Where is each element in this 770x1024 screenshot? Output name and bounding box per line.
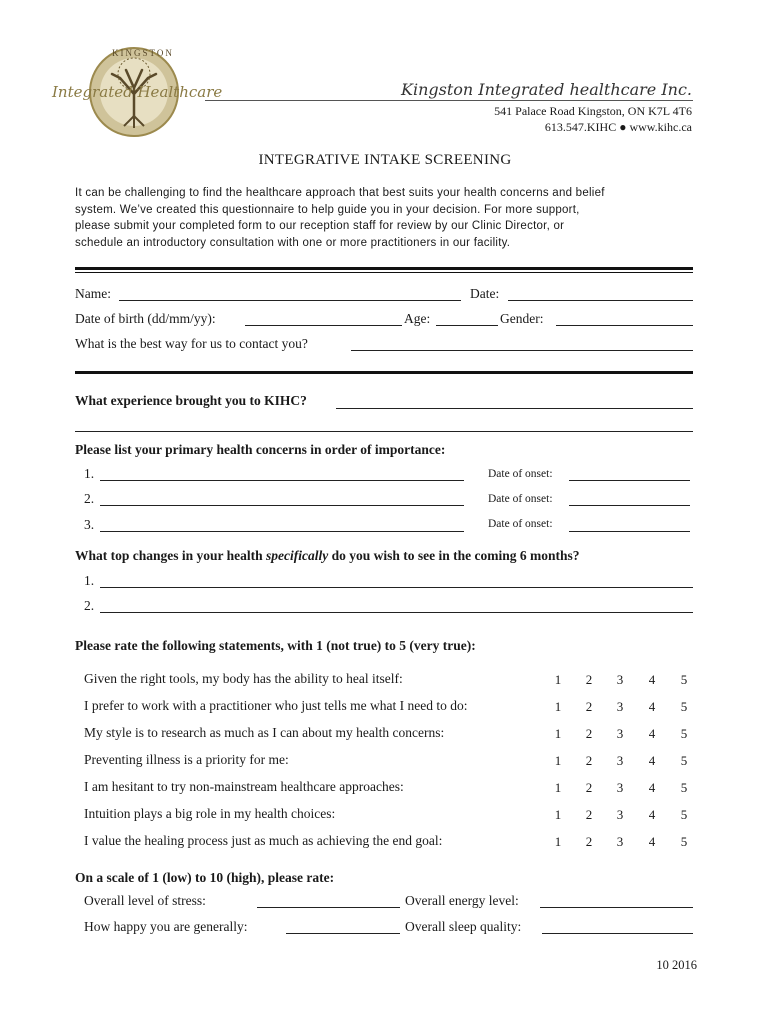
form-title: INTEGRATIVE INTAKE SCREENING [258, 152, 512, 168]
rating-statement: I value the healing process just as much as achieving the end goal: [84, 833, 443, 848]
rating-option[interactable]: 2 [585, 672, 593, 687]
rating-statement: Preventing illness is a priority for me: [84, 752, 289, 767]
rating-option[interactable]: 2 [585, 699, 593, 714]
rating-option[interactable]: 1 [554, 726, 562, 741]
date-field[interactable] [508, 300, 693, 301]
concern-number: 2. [84, 491, 95, 506]
changes-label-end: do you wish to see in the coming 6 months? [328, 548, 580, 563]
rating-option[interactable]: 1 [554, 672, 562, 687]
change-field[interactable] [100, 587, 693, 588]
happy-field[interactable] [286, 933, 400, 934]
rating-statement: Intuition plays a big role in my health choices: [84, 806, 336, 821]
logo-text: Integrated Healthcare [52, 83, 223, 101]
onset-field[interactable] [569, 531, 690, 532]
rating-option[interactable]: 3 [616, 834, 624, 849]
rating-option[interactable]: 5 [680, 726, 688, 741]
happy-label: How happy you are generally: [84, 919, 248, 934]
ratings-label: Please rate the following statements, with 1 (not true) to 5 (very true): [75, 638, 476, 653]
concern-number: 1. [84, 466, 95, 481]
rating-option[interactable]: 3 [616, 699, 624, 714]
contact-method-field[interactable] [351, 350, 693, 351]
gender-field[interactable] [556, 325, 693, 326]
company-name: Kingston Integrated healthcare Inc. [401, 80, 692, 99]
logo-top-text: KINGSTON [112, 48, 174, 58]
rating-statement: Given the right tools, my body has the ability to heal itself: [84, 671, 403, 686]
rating-option[interactable]: 5 [680, 753, 688, 768]
rating-option[interactable]: 4 [648, 780, 656, 795]
rating-option[interactable]: 3 [616, 753, 624, 768]
experience-field-2[interactable] [75, 431, 693, 432]
changes-label-emphasis: specifically [266, 548, 329, 563]
change-number: 2. [84, 598, 95, 613]
rating-option[interactable]: 4 [648, 753, 656, 768]
gender-label: Gender: [500, 311, 544, 326]
concern-field[interactable] [100, 480, 464, 481]
rating-option[interactable]: 3 [616, 726, 624, 741]
concern-field[interactable] [100, 505, 464, 506]
rating-statement: My style is to research as much as I can about my health concerns: [84, 725, 445, 740]
rating-option[interactable]: 4 [648, 807, 656, 822]
changes-label-start: What top changes in your health [75, 548, 267, 563]
rating-option[interactable]: 1 [554, 780, 562, 795]
rating-option[interactable]: 5 [680, 807, 688, 822]
intro-line: It can be challenging to find the healthcare approach that best suits your health concerns and belief [75, 187, 605, 199]
section-divider [75, 267, 693, 270]
changes-label [75, 548, 580, 564]
scale10-label: On a scale of 1 (low) to 10 (high), please rate: [75, 870, 335, 885]
contact-method-label: What is the best way for us to contact you? [75, 336, 308, 351]
rating-option[interactable]: 4 [648, 726, 656, 741]
rating-option[interactable]: 2 [585, 834, 593, 849]
change-field[interactable] [100, 612, 693, 613]
concern-field[interactable] [100, 531, 464, 532]
rating-option[interactable]: 1 [554, 807, 562, 822]
onset-label: Date of onset: [488, 493, 553, 505]
name-label: Name: [75, 286, 111, 301]
section-divider-thin [75, 272, 693, 273]
change-number: 1. [84, 573, 95, 588]
dob-label: Date of birth (dd/mm/yy): [75, 311, 216, 326]
concerns-label: Please list your primary health concerns in order of importance: [75, 442, 446, 457]
rating-option[interactable]: 4 [648, 699, 656, 714]
rating-option[interactable]: 2 [585, 807, 593, 822]
rating-option[interactable]: 5 [680, 699, 688, 714]
age-field[interactable] [436, 325, 498, 326]
company-contact: 613.547.KIHC ● www.kihc.ca [544, 120, 692, 134]
sleep-label: Overall sleep quality: [405, 919, 522, 934]
stress-field[interactable] [257, 907, 400, 908]
intro-line: schedule an introductory consultation with one or more practitioners in our facility. [75, 237, 511, 249]
rating-option[interactable]: 2 [585, 726, 593, 741]
intro-line: system. We’ve created this questionnaire to help guide you in your decision. For more support, [75, 204, 580, 216]
form-code: 10 2016 [656, 958, 697, 972]
rating-option[interactable]: 4 [648, 834, 656, 849]
rating-option[interactable]: 5 [680, 780, 688, 795]
experience-label: What experience brought you to KIHC? [75, 393, 307, 408]
onset-label: Date of onset: [488, 518, 553, 530]
header-rule [205, 100, 693, 101]
rating-option[interactable]: 2 [585, 753, 593, 768]
rating-option[interactable]: 5 [680, 834, 688, 849]
company-address: 541 Palace Road Kingston, ON K7L 4T6 [494, 104, 692, 118]
rating-statement: I prefer to work with a practitioner who just tells me what I need to do: [84, 698, 468, 713]
date-label: Date: [470, 286, 500, 301]
intro-line: please submit your completed form to our reception staff for review by our Clinic Director, or [75, 220, 565, 232]
rating-option[interactable]: 3 [616, 807, 624, 822]
onset-label: Date of onset: [488, 468, 553, 480]
name-field[interactable] [119, 300, 461, 301]
rating-option[interactable]: 5 [680, 672, 688, 687]
onset-field[interactable] [569, 480, 690, 481]
onset-field[interactable] [569, 505, 690, 506]
rating-option[interactable]: 4 [648, 672, 656, 687]
rating-option[interactable]: 1 [554, 699, 562, 714]
rating-statement: I am hesitant to try non-mainstream healthcare approaches: [84, 779, 404, 794]
rating-option[interactable]: 3 [616, 780, 624, 795]
energy-field[interactable] [540, 907, 693, 908]
age-label: Age: [404, 311, 431, 326]
concern-number: 3. [84, 517, 95, 532]
section-divider [75, 371, 693, 374]
energy-label: Overall energy level: [405, 893, 519, 908]
sleep-field[interactable] [542, 933, 693, 934]
experience-field[interactable] [336, 408, 693, 409]
rating-option[interactable]: 1 [554, 753, 562, 768]
rating-option[interactable]: 1 [554, 834, 562, 849]
rating-option[interactable]: 3 [616, 672, 624, 687]
stress-label: Overall level of stress: [84, 893, 206, 908]
dob-field[interactable] [245, 325, 402, 326]
rating-option[interactable]: 2 [585, 780, 593, 795]
